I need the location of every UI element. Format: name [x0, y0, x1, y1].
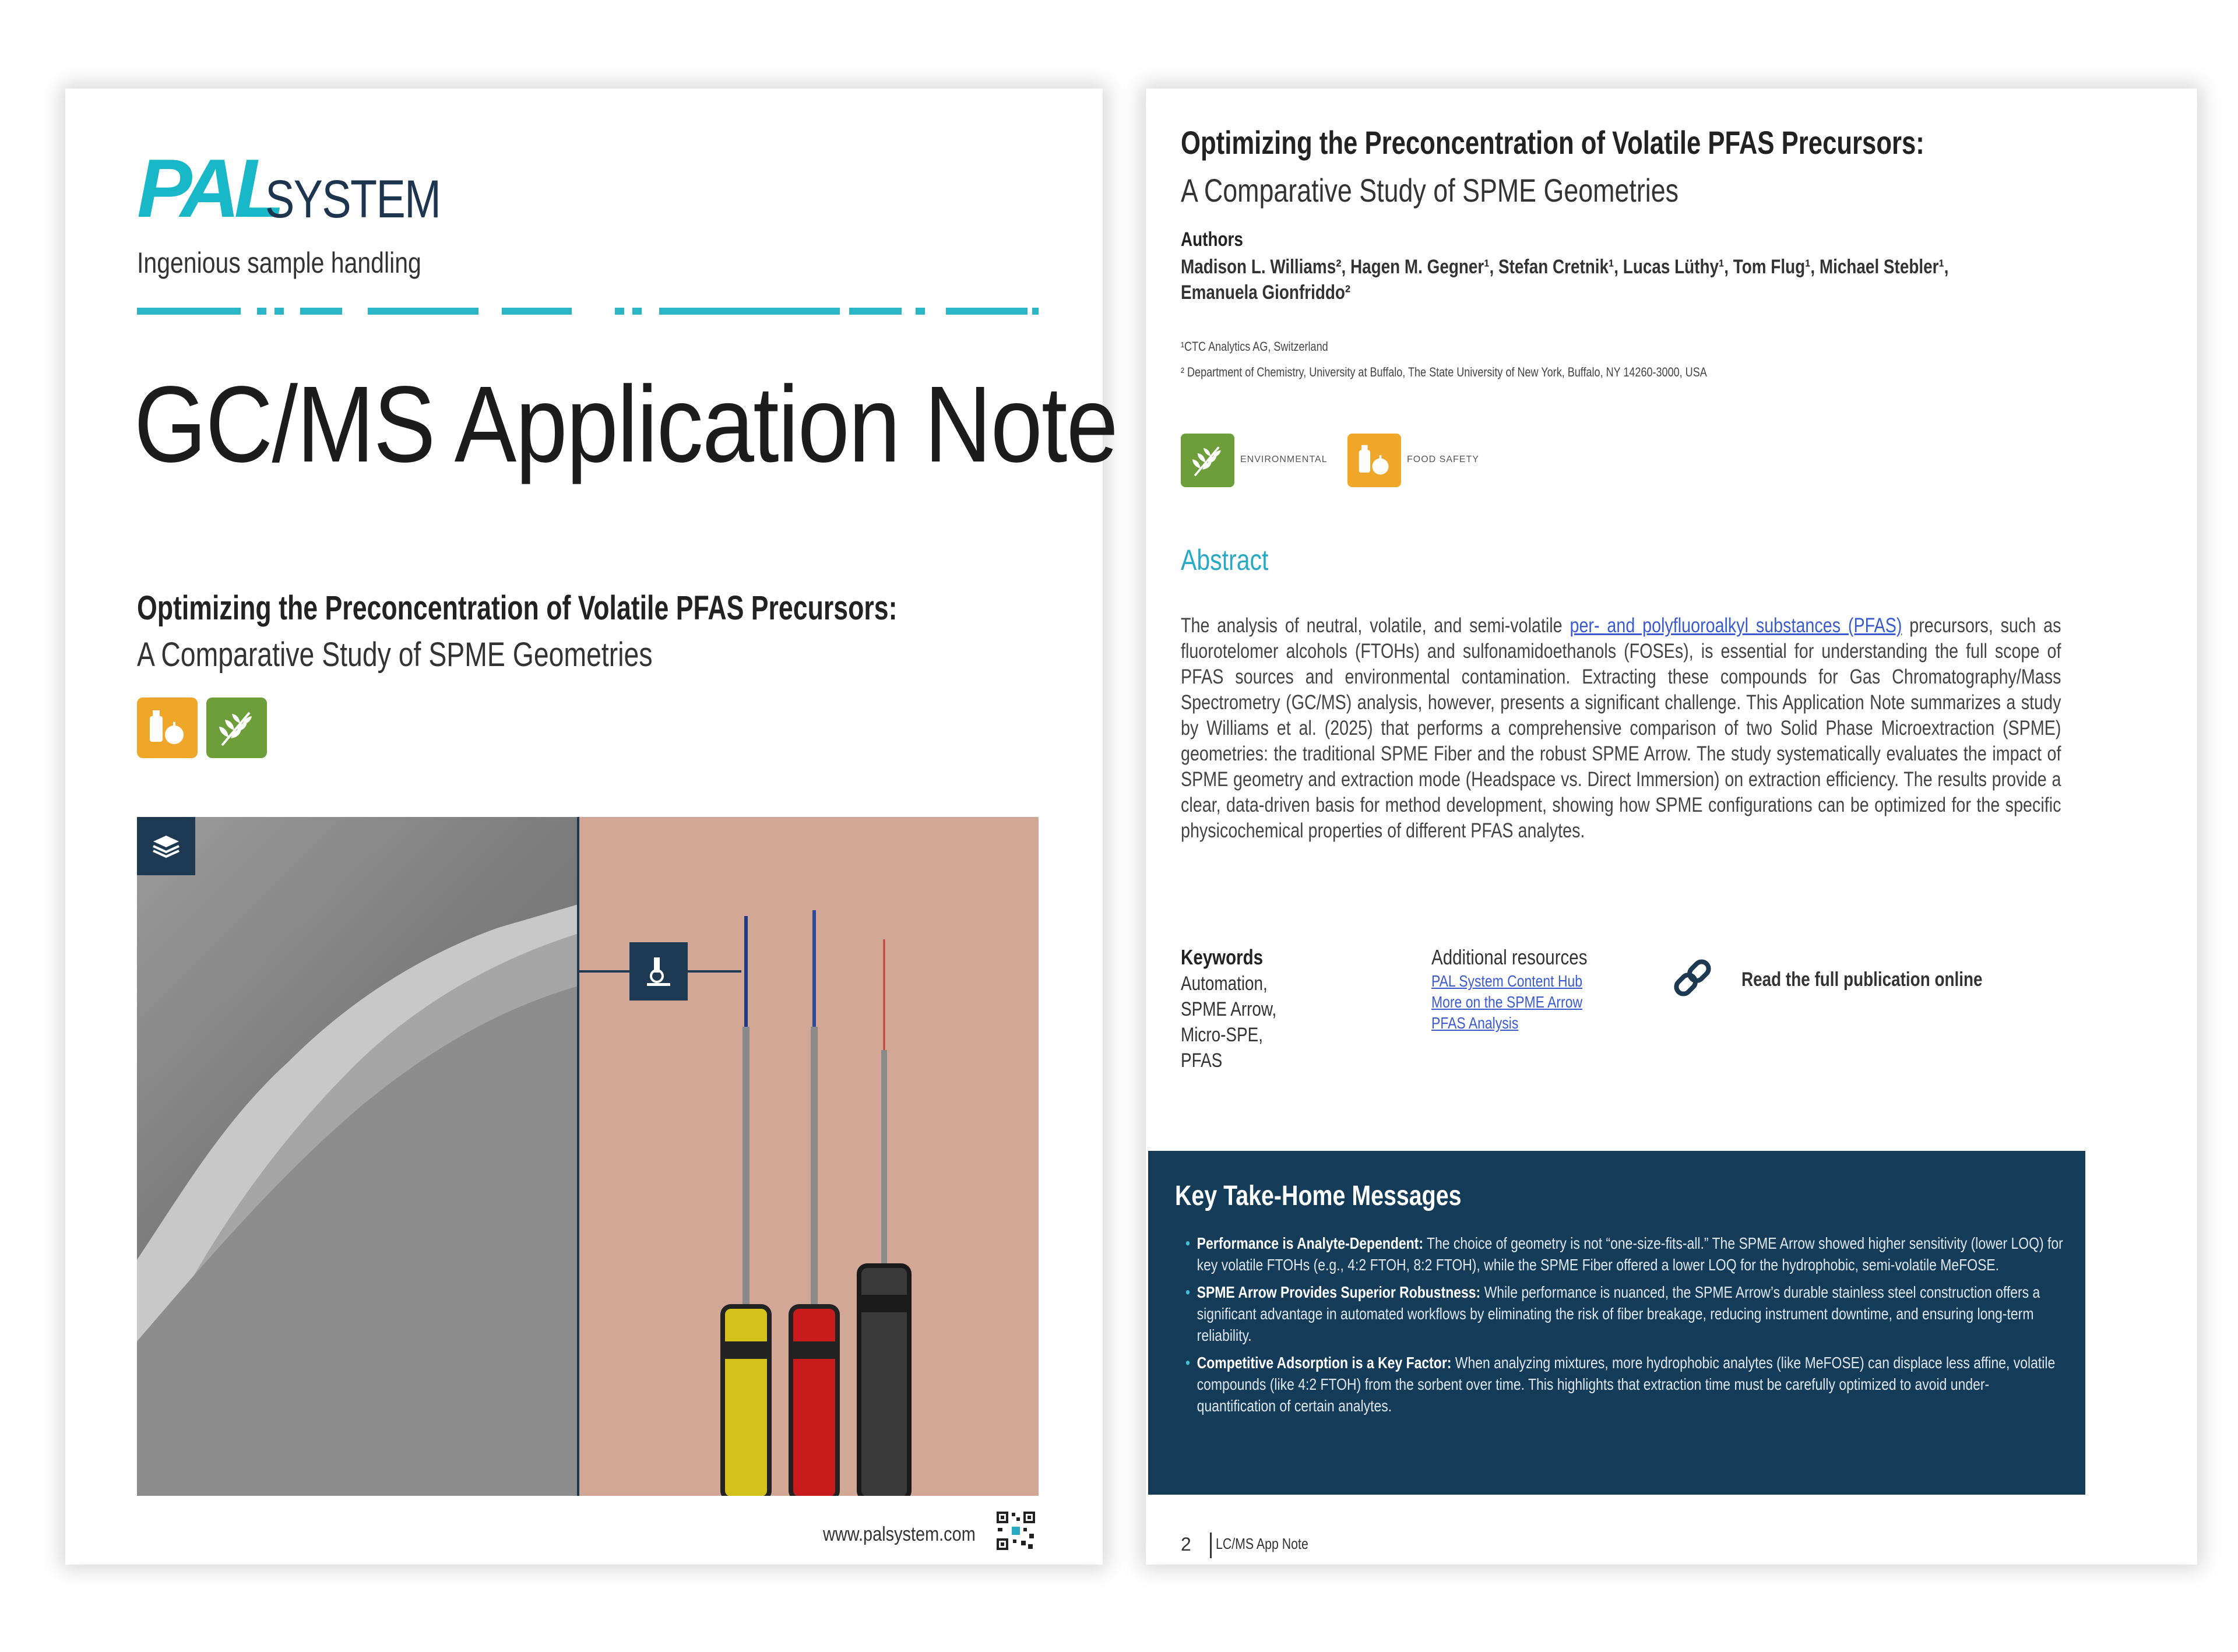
chain-link-icon[interactable]	[1669, 954, 1716, 1001]
resource-link-spme-arrow[interactable]: More on the SPME Arrow	[1431, 993, 1583, 1011]
takehome-text-3: When analyzing mixtures, more hydrophobic analytes (like MeFOSE) can displace less affine, volatile compounds (like 4:2 FTOH) from the sorbent over time. This highlights that extraction time must be carefully optimized to avoid under-quantification of certain analytes.	[1197, 1354, 2056, 1415]
takehome-lead-3: Competitive Adsorption is a Key Factor:	[1197, 1354, 1452, 1372]
keywords-label: Keywords	[1181, 945, 1264, 969]
affiliation-1: ¹CTC Analytics AG, Switzerland	[1181, 339, 1328, 354]
food-safety-badge-label: FOOD SAFETY	[1407, 455, 1479, 464]
environmental-badge-label: ENVIRONMENTAL	[1240, 455, 1328, 464]
keywords-list: Automation, SPME Arrow, Micro-SPE, PFAS	[1181, 973, 1277, 1072]
document-type-title: GC/MS Application Note	[134, 364, 1117, 485]
pfas-link[interactable]: per- and polyfluoroalkyl substances (PFAS)	[1570, 614, 1902, 637]
tagline: Ingenious sample handling	[137, 246, 421, 279]
hero-divider	[577, 817, 579, 1496]
takehome-text-1: The choice of geometry is not “one-size-fits-all.” The SPME Arrow showed higher sensitivity (lower LOQ) for key volatile FTOHs (e.g., 4:2 FTOH, 8:2 FTOH), while the SPME Fiber offered a lower LOQ for the hydrophobic, semi-volatile MeFOSE.	[1197, 1234, 2063, 1274]
abstract-text-pre: The analysis of neutral, volatile, and semi-volatile	[1181, 614, 1570, 637]
cover-page	[65, 89, 1117, 1565]
microscope-icon	[629, 942, 688, 1001]
additional-resources-label: Additional resources	[1431, 945, 1588, 969]
spme-arrow-illustration	[578, 817, 1039, 1496]
footer-divider	[1210, 1533, 1212, 1558]
list-item	[1185, 1352, 2065, 1417]
authors-list: Madison L. Williams², Hagen M. Gegner¹, Stefan Cretnik¹, Lucas Lüthy¹, Tom Flug¹, Michael Stebler¹, Emanuela Gionfriddo²	[1181, 256, 1949, 304]
website-url[interactable]: www.palsystem.com	[823, 1523, 976, 1545]
page2-title-line2: A Comparative Study of SPME Geometries	[1181, 172, 1679, 209]
environmental-badge-icon	[1181, 434, 1234, 487]
affiliation-2: ² Department of Chemistry, University at Buffalo, The State University of New York, Buffalo, NY 14260-3000, USA	[1181, 365, 1707, 379]
resource-link-pfas-analysis[interactable]: PFAS Analysis	[1431, 1014, 1519, 1032]
cover-title-line2: A Comparative Study of SPME Geometries	[137, 636, 653, 674]
page2-title-line1: Optimizing the Preconcentration of Volatile PFAS Precursors:	[1181, 124, 1924, 161]
takehome-lead-2: SPME Arrow Provides Superior Robustness:	[1197, 1283, 1481, 1301]
cover-hero-image	[137, 817, 1039, 1496]
logo-pal-text: PAL	[137, 142, 279, 235]
abstract-text-post: precursors, such as fluorotelomer alcohols (FTOHs) and sulfonamidoethanols (FOSEs), is essential for understanding the full scope of PFAS sources and environmental contamination. Extracting these compounds for Gas Chromatography/Mass Spectrometry (GC/MS) analysis, however, presents a significant challenge. This Application Note summarizes a study by Williams et al. (2025) that performs a comprehensive comparison of two Solid Phase Microextraction (SPME) geometries: the traditional SPME Fiber and the robust SPME Arrow. The study systematically evaluates the impact of SPME geometry and extraction mode (Headspace vs. Direct Immersion) on extraction efficiency. The results provide a clear, data-driven basis for method development, showing how SPME configurations can be optimized for the specific physicochemical properties of different PFAS analytes.	[1181, 614, 2061, 842]
takehome-text-2: While performance is nuanced, the SPME Arrow’s durable stainless steel construction offers a significant advantage in automated workflows by eliminating the risk of fiber breakage, reducing instrument downtime, and ensuring long-term reliability.	[1197, 1283, 2040, 1344]
resource-link-content-hub[interactable]: PAL System Content Hub	[1431, 972, 1583, 990]
key-take-home-panel	[1148, 1151, 2085, 1495]
key-take-home-list	[1185, 1232, 2065, 1422]
layers-icon	[137, 817, 195, 875]
environmental-icon	[206, 698, 267, 758]
authors-label: Authors	[1181, 228, 1243, 251]
food-safety-icon	[137, 698, 198, 758]
logo-system-text: SYSTEM	[265, 170, 441, 229]
footer-label: LC/MS App Note	[1216, 1535, 1308, 1552]
key-take-home-title: Key Take-Home Messages	[1175, 1181, 1462, 1211]
decorative-dash-rule	[137, 308, 1039, 315]
qr-code-icon[interactable]	[995, 1510, 1036, 1551]
page-number: 2	[1181, 1534, 1191, 1555]
read-full-publication-link[interactable]: Read the full publication online	[1741, 968, 1983, 991]
list-item	[1185, 1232, 2065, 1276]
cover-title-line1: Optimizing the Preconcentration of Volatile PFAS Precursors:	[137, 589, 898, 627]
food-safety-badge-icon	[1347, 434, 1401, 487]
content-page	[1146, 89, 2197, 1565]
sem-micrograph	[137, 817, 578, 1496]
abstract-text	[1181, 613, 2061, 844]
list-item	[1185, 1281, 2065, 1346]
takehome-lead-1: Performance is Analyte-Dependent:	[1197, 1234, 1423, 1252]
pal-system-logo	[137, 142, 463, 235]
abstract-heading: Abstract	[1181, 544, 1269, 576]
